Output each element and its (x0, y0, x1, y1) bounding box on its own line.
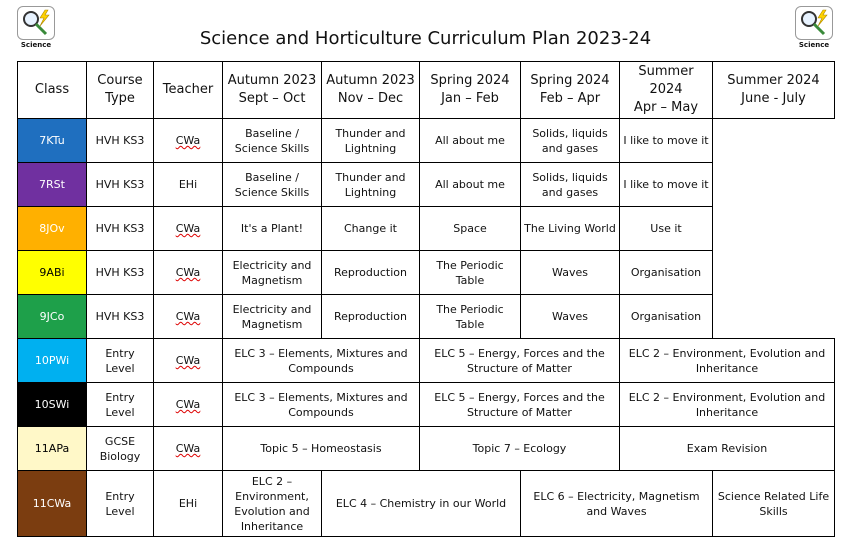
column-header-line: Spring 2024 (530, 73, 610, 88)
teacher-cell (154, 207, 223, 251)
unit-cell: ELC 2 – Environment, Evolution and Inheritance (620, 339, 835, 383)
unit-cell: Reproduction (322, 295, 420, 339)
column-header (620, 62, 713, 119)
teacher-cell (154, 339, 223, 383)
unit-cell: The Periodic Table (420, 295, 521, 339)
unit-cell: ELC 2 – Environment, Evolution and Inheritance (620, 383, 835, 427)
header-row (18, 62, 835, 119)
teacher-initials: EHi (178, 178, 198, 191)
unit-cell: Reproduction (322, 251, 420, 295)
unit-cell: Organisation (620, 251, 713, 295)
class-cell: 9JCo (18, 295, 87, 339)
column-header-line: Feb – Apr (539, 91, 601, 106)
column-header-line: Apr – May (633, 100, 699, 115)
column-header-line: Nov – Dec (337, 91, 404, 106)
column-header-line: Summer 2024 (638, 64, 694, 97)
unit-cell: Space (420, 207, 521, 251)
unit-cell: ELC 3 – Elements, Mixtures and Compounds (223, 383, 420, 427)
unit-cell: All about me (420, 119, 521, 163)
unit-cell: Organisation (620, 295, 713, 339)
course-type-cell: HVH KS3 (87, 295, 154, 339)
unit-cell: Waves (521, 251, 620, 295)
class-cell: 9ABi (18, 251, 87, 295)
course-type-cell: Entry Level (87, 383, 154, 427)
teacher-cell (154, 251, 223, 295)
unit-cell: It's a Plant! (223, 207, 322, 251)
unit-cell: Baseline / Science Skills (223, 119, 322, 163)
column-header (87, 62, 154, 119)
course-type-cell: GCSE Biology (87, 427, 154, 471)
table-row (18, 427, 835, 471)
unit-cell: ELC 5 – Energy, Forces and the Structure of Matter (420, 383, 620, 427)
unit-cell: Baseline / Science Skills (223, 163, 322, 207)
unit-cell: Solids, liquids and gases (521, 163, 620, 207)
course-type-cell: HVH KS3 (87, 207, 154, 251)
column-header (713, 62, 835, 119)
teacher-initials: CWa (175, 354, 201, 367)
column-header (154, 62, 223, 119)
teacher-cell (154, 163, 223, 207)
unit-cell: Electricity and Magnetism (223, 251, 322, 295)
column-header (420, 62, 521, 119)
teacher-initials: CWa (175, 266, 201, 279)
unit-cell: All about me (420, 163, 521, 207)
unit-cell: Use it (620, 207, 713, 251)
column-header-line: Autumn 2023 (326, 73, 415, 88)
class-cell: 10PWi (18, 339, 87, 383)
teacher-initials: EHi (178, 497, 198, 510)
column-header (223, 62, 322, 119)
column-header-line: Type (105, 91, 135, 106)
class-cell: 7KTu (18, 119, 87, 163)
table-row (18, 119, 835, 163)
column-header-line: Class (34, 82, 70, 97)
column-header-line: Summer 2024 (727, 73, 820, 88)
column-header (521, 62, 620, 119)
table-row (18, 251, 835, 295)
teacher-cell (154, 295, 223, 339)
teacher-initials: CWa (175, 310, 201, 323)
unit-cell: Topic 5 – Homeostasis (223, 427, 420, 471)
table-row (18, 163, 835, 207)
unit-cell: ELC 3 – Elements, Mixtures and Compounds (223, 339, 420, 383)
course-type-cell: HVH KS3 (87, 163, 154, 207)
course-type-cell: Entry Level (87, 339, 154, 383)
column-header-line: Sept – Oct (238, 91, 306, 106)
unit-cell: ELC 4 – Chemistry in our World (322, 471, 521, 537)
course-type-cell: Entry Level (87, 471, 154, 537)
teacher-cell (154, 471, 223, 537)
logo-caption: Science (798, 41, 830, 49)
unit-cell: Science Related Life Skills (713, 471, 835, 537)
table-row (18, 207, 835, 251)
column-header (18, 62, 87, 119)
unit-cell: Change it (322, 207, 420, 251)
column-header-line: June - July (741, 91, 806, 106)
table-row (18, 471, 835, 537)
teacher-initials: CWa (175, 134, 201, 147)
unit-cell: I like to move it (620, 119, 713, 163)
unit-cell: Solids, liquids and gases (521, 119, 620, 163)
unit-cell: Topic 7 – Ecology (420, 427, 620, 471)
class-cell: 11CWa (18, 471, 87, 537)
unit-cell: The Living World (521, 207, 620, 251)
unit-cell: ELC 2 – Environment, Evolution and Inheritance (223, 471, 322, 537)
logo-caption: Science (20, 41, 52, 49)
table-row (18, 383, 835, 427)
class-cell: 7RSt (18, 163, 87, 207)
class-cell: 8JOv (18, 207, 87, 251)
page-title: Science and Horticulture Curriculum Plan 2023-24 (199, 28, 652, 49)
teacher-initials: CWa (175, 398, 201, 411)
teacher-cell (154, 119, 223, 163)
table-row (18, 339, 835, 383)
teacher-initials: CWa (175, 442, 201, 455)
unit-cell: Waves (521, 295, 620, 339)
unit-cell: The Periodic Table (420, 251, 521, 295)
column-header-line: Spring 2024 (430, 73, 510, 88)
class-cell: 11APa (18, 427, 87, 471)
teacher-cell (154, 427, 223, 471)
column-header (322, 62, 420, 119)
teacher-initials: CWa (175, 222, 201, 235)
unit-cell: Thunder and Lightning (322, 163, 420, 207)
table-row (18, 295, 835, 339)
column-header-line: Autumn 2023 (227, 73, 317, 88)
unit-cell: ELC 6 – Electricity, Magnetism and Waves (521, 471, 713, 537)
unit-cell: I like to move it (620, 163, 713, 207)
column-header-line: Course (97, 73, 143, 88)
unit-cell: Electricity and Magnetism (223, 295, 322, 339)
column-header-line: Jan – Feb (441, 91, 499, 106)
column-header-line: Teacher (162, 82, 214, 97)
course-type-cell: HVH KS3 (87, 251, 154, 295)
teacher-cell (154, 383, 223, 427)
unit-cell: Exam Revision (620, 427, 835, 471)
unit-cell: Thunder and Lightning (322, 119, 420, 163)
course-type-cell: HVH KS3 (87, 119, 154, 163)
class-cell: 10SWi (18, 383, 87, 427)
unit-cell: ELC 5 – Energy, Forces and the Structure of Matter (420, 339, 620, 383)
curriculum-table (17, 61, 835, 537)
